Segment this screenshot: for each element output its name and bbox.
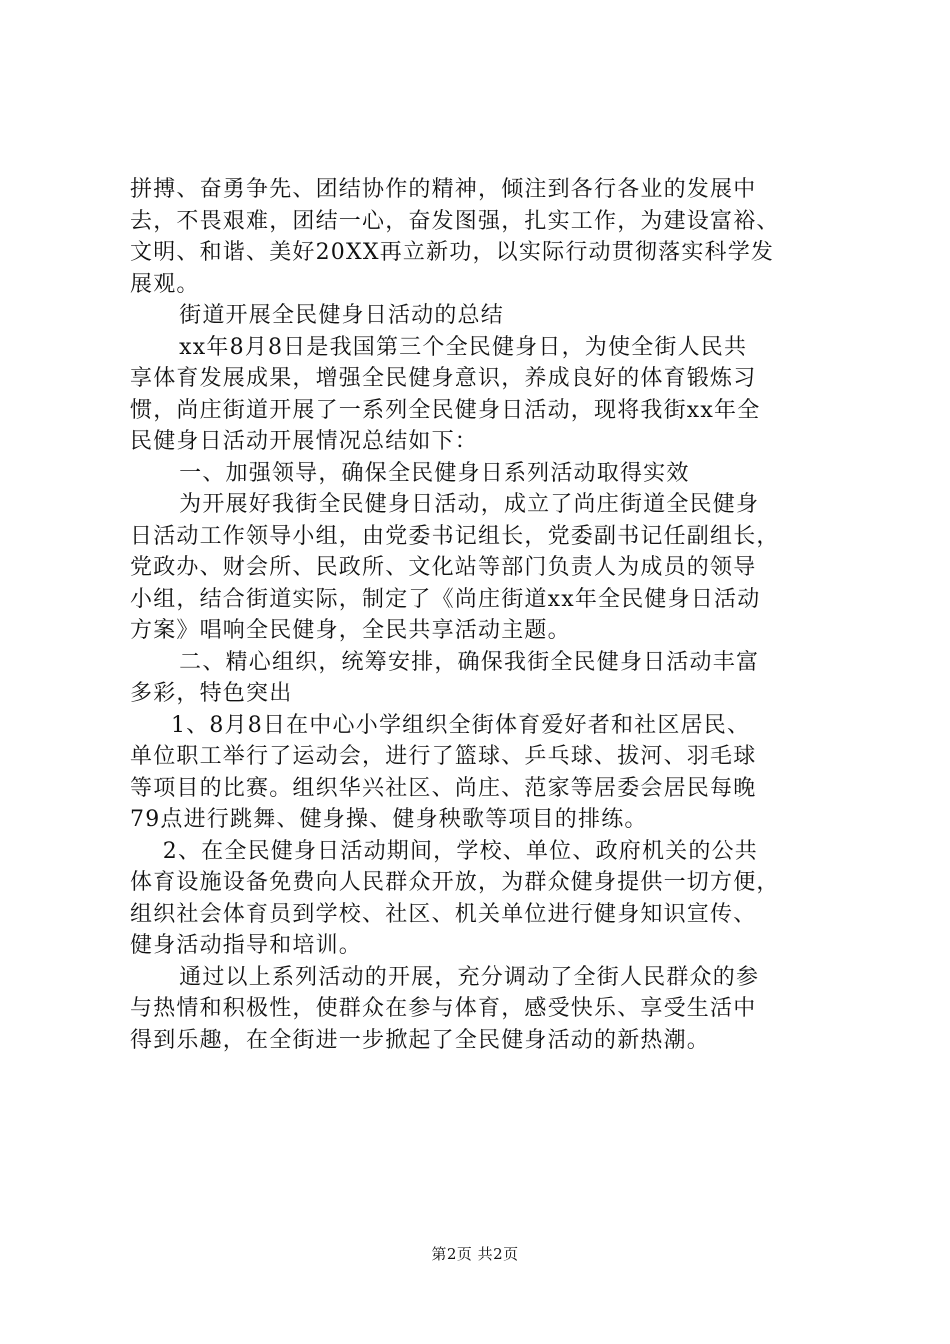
text-line: 小组，结合街道实际，制定了《尚庄街道xx年全民健身日活动 bbox=[130, 586, 761, 612]
text-line: 享体育发展成果，增强全民健身意识，养成良好的体育锻炼习 bbox=[130, 366, 757, 391]
page-number-footer: 第2页 共2页 bbox=[431, 1245, 519, 1263]
text-line: 组织社会体育员到学校、社区、机关单位进行健身知识宣传、 bbox=[130, 901, 757, 927]
text-line: 79点进行跳舞、健身操、健身秧歌等项目的排练。 bbox=[130, 807, 648, 832]
text-line: 文明、和谐、美好20XX再立新功，以实际行动贯彻落实科学发 bbox=[130, 240, 775, 265]
text-line: 展观。 bbox=[130, 271, 200, 297]
document-body bbox=[130, 174, 835, 1056]
text-line: 单位职工举行了运动会，进行了篮球、乒乓球、拔河、羽毛球 bbox=[130, 744, 757, 769]
text-line: 去，不畏艰难，团结一心，奋发图强，扎实工作，为建设富裕、 bbox=[130, 208, 780, 234]
text-line: 为开展好我街全民健身日活动，成立了尚庄街道全民健身 bbox=[130, 492, 760, 517]
section-heading: 一、加强领导，确保全民健身日系列活动取得实效 bbox=[130, 460, 690, 486]
text-line: 通过以上系列活动的开展，充分调动了全街人民群众的参 bbox=[130, 964, 760, 990]
section-heading: 二、精心组织，统筹安排，确保我街全民健身日活动丰富 bbox=[130, 649, 760, 675]
text-line: 拼搏、奋勇争先、团结协作的精神，倾注到各行各业的发展中 bbox=[130, 177, 757, 202]
section-title: 街道开展全民健身日活动的总结 bbox=[130, 303, 504, 328]
text-line: 等项目的比赛。组织华兴社区、尚庄、范家等居委会居民每晚 bbox=[130, 775, 757, 801]
text-line: 体育设施设备免费向人民群众开放，为群众健身提供一切方便， bbox=[130, 870, 780, 895]
text-line: 民健身日活动开展情况总结如下： bbox=[130, 429, 479, 454]
text-line: 惯，尚庄街道开展了一系列全民健身日活动，现将我街xx年全 bbox=[130, 397, 761, 423]
text-line: 方案》唱响全民健身，全民共享活动主题。 bbox=[130, 618, 571, 643]
text-line: 健身活动指导和培训。 bbox=[130, 933, 363, 958]
text-line: xx年8月8日是我国第三个全民健身日，为使全街人民共 bbox=[130, 334, 748, 360]
text-line: 与热情和积极性，使群众在参与体育，感受快乐、享受生活中 bbox=[130, 996, 757, 1021]
text-line: 1、8月8日在中心小学组织全街体育爱好者和社区居民、 bbox=[130, 712, 751, 738]
text-line: 多彩，特色突出 bbox=[130, 681, 293, 706]
text-line: 2、在全民健身日活动期间，学校、单位、政府机关的公共 bbox=[130, 838, 758, 864]
text-line: 日活动工作领导小组，由党委书记组长，党委副书记任副组长， bbox=[130, 523, 780, 549]
text-line: 得到乐趣，在全街进一步掀起了全民健身活动的新热潮。 bbox=[130, 1027, 711, 1053]
text-line: 党政办、财会所、民政所、文化站等部门负责人为成员的领导 bbox=[130, 555, 757, 580]
